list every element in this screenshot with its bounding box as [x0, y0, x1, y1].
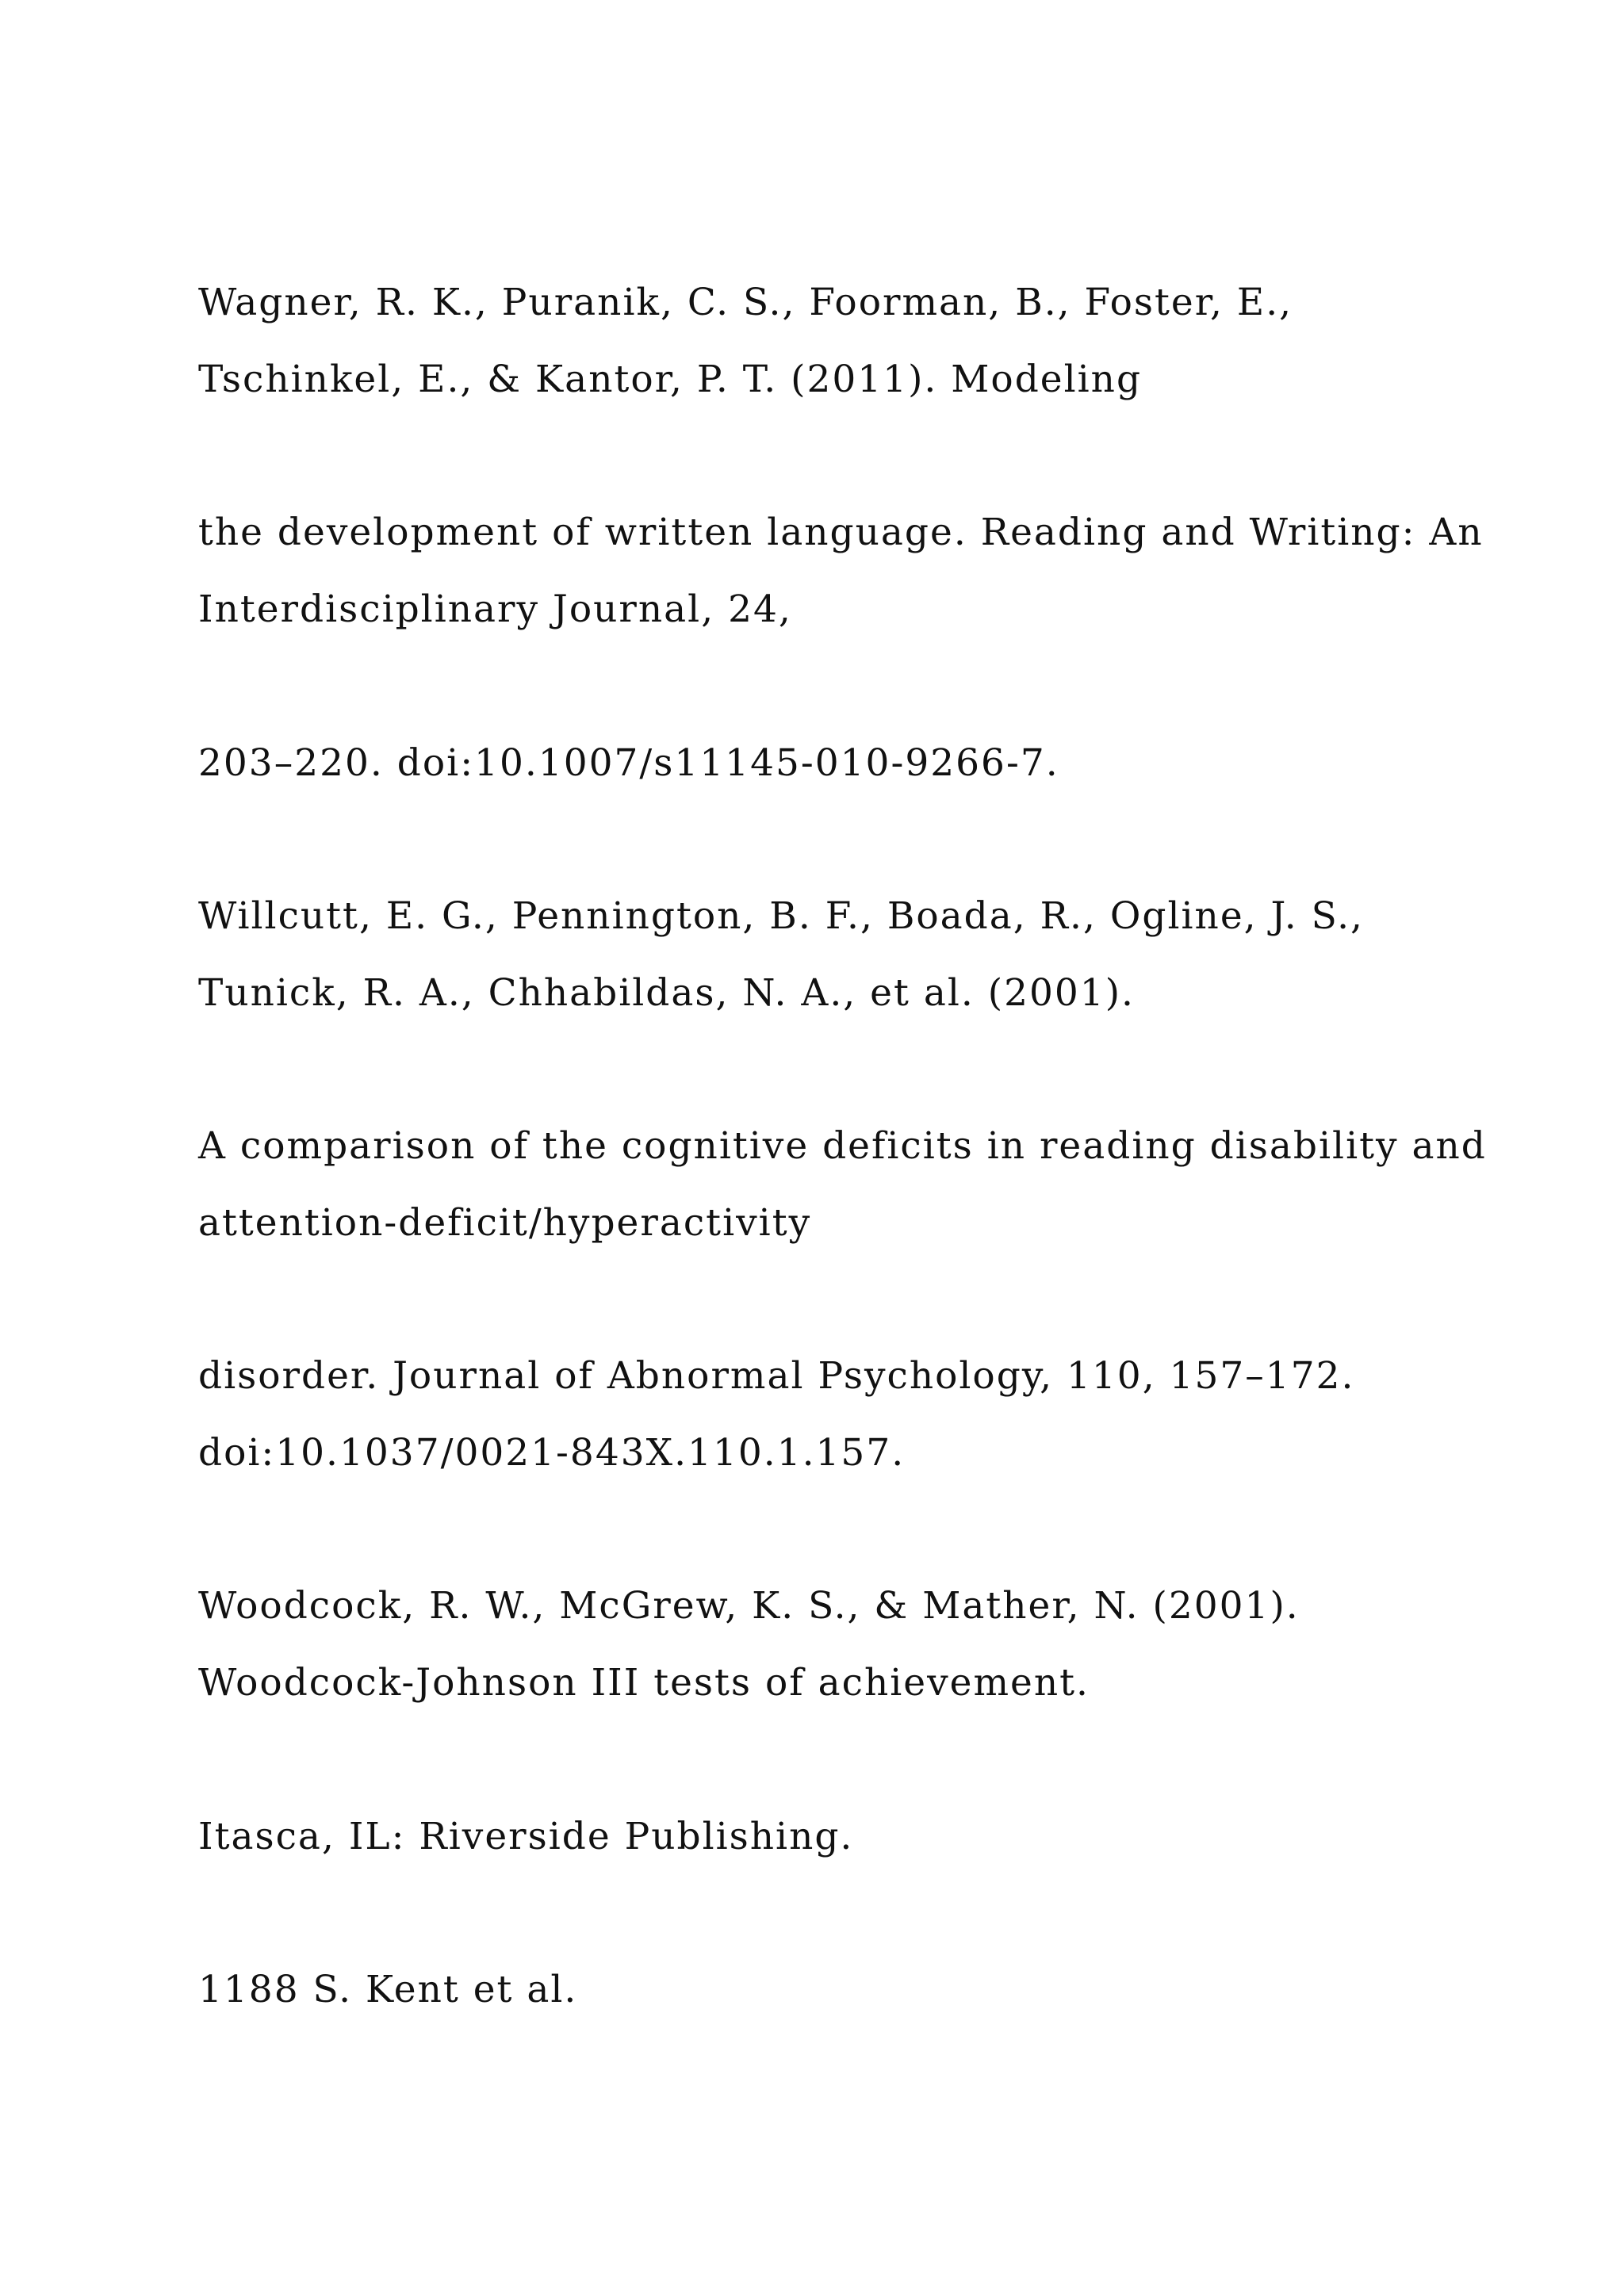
reference-line: 203–220. doi:10.1007/s11145-010-9266-7. — [198, 741, 1059, 785]
reference-line: Itasca, IL: Riverside Publishing. — [198, 1815, 854, 1858]
reference-line: Woodcock, R. W., McGrew, K. S., & Mather, N. (2001). — [198, 1584, 1300, 1628]
reference-line: A comparison of the cognitive deficits in reading disability and — [198, 1124, 1487, 1168]
reference-line: Interdisciplinary Journal, 24, — [198, 587, 792, 631]
reference-line: Tschinkel, E., & Kantor, P. T. (2011). Modeling — [198, 358, 1143, 401]
reference-line: doi:10.1037/0021-843X.110.1.157. — [198, 1431, 906, 1475]
reference-line: Wagner, R. K., Puranik, C. S., Foorman, B., Foster, E., — [198, 281, 1293, 324]
reference-line: Tunick, R. A., Chhabildas, N. A., et al. (2001). — [198, 971, 1135, 1015]
reference-line: Woodcock-Johnson III tests of achievement. — [198, 1661, 1090, 1705]
reference-line: Willcutt, E. G., Pennington, B. F., Boada, R., Ogline, J. S., — [198, 894, 1364, 938]
reference-line: the development of written language. Reading and Writing: An — [198, 511, 1484, 554]
reference-line: disorder. Journal of Abnormal Psychology, 110, 157–172. — [198, 1354, 1355, 1398]
reference-line: attention-deficit/hyperactivity — [198, 1201, 812, 1245]
running-head: 1188 S. Kent et al. — [198, 1968, 578, 2011]
